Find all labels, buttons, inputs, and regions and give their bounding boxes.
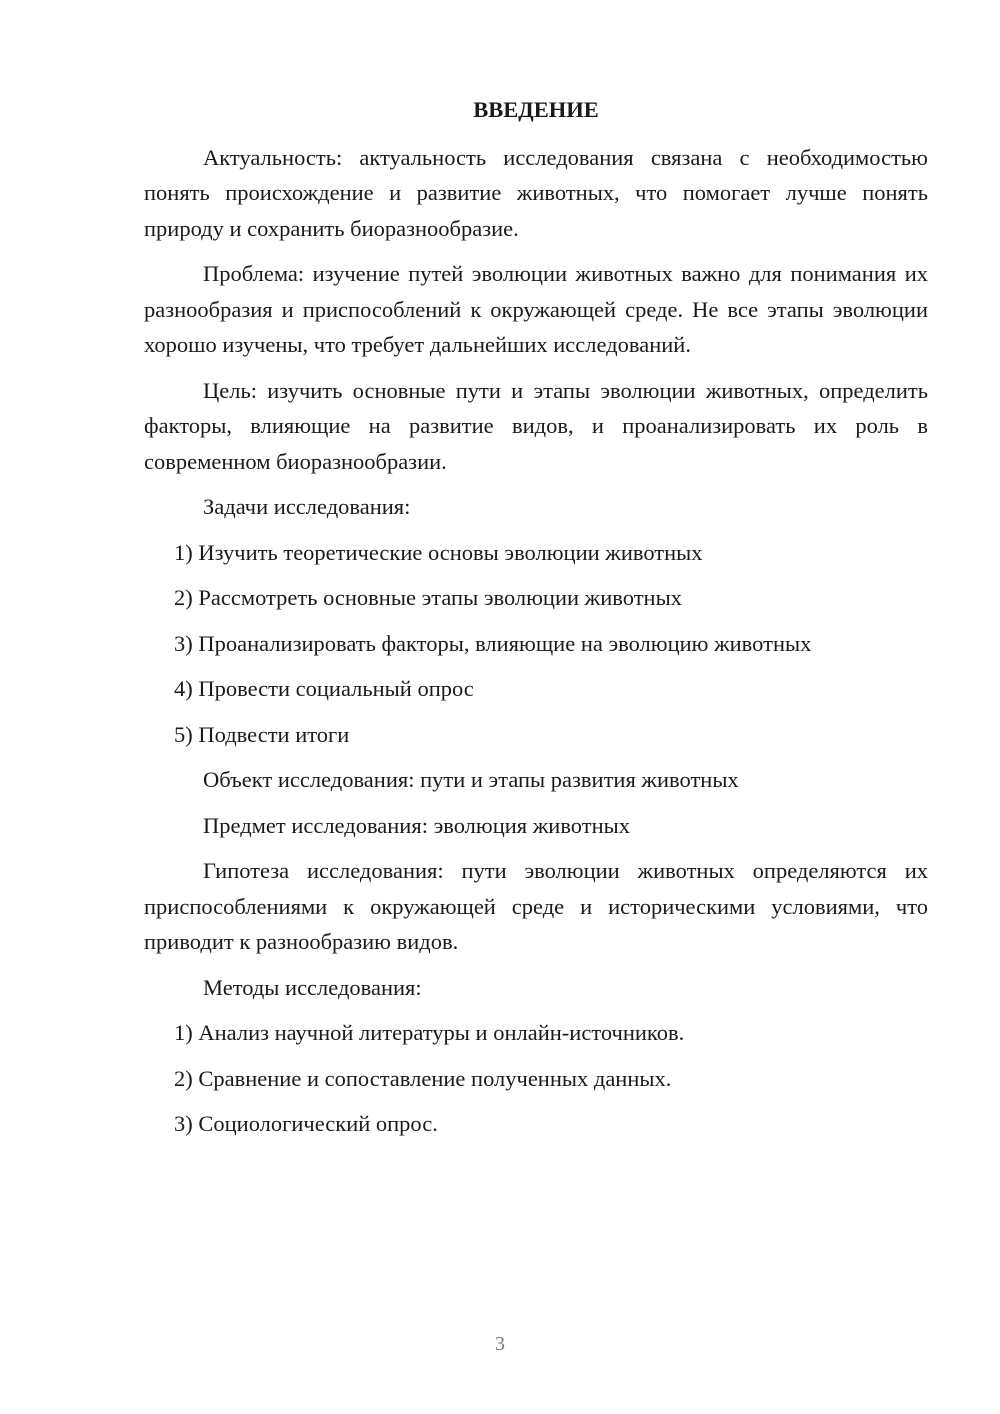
goal-paragraph: Цель: изучить основные пути и этапы эволюции животных, определить факторы, влияющие на развитие видов, и проанализировать их роль в современном биоразнообразии. — [144, 377, 928, 474]
task-item: 3) Проанализировать факторы, влияющие на эволюцию животных — [174, 630, 812, 656]
method-item: 3) Социологический опрос. — [174, 1111, 438, 1136]
hypothesis-paragraph: Гипотеза исследования: пути эволюции животных определяются их приспособлениями к окружающей среде и историческими условиями, что приводит к разнообразию видов. — [144, 858, 928, 954]
research-subject: Предмет исследования: эволюция животных — [203, 812, 630, 838]
method-item: 1) Анализ научной литературы и онлайн-источников. — [174, 1020, 685, 1045]
research-object: Объект исследования: пути и этапы развития животных — [203, 767, 739, 792]
methods-heading: Методы исследования: — [203, 974, 422, 1000]
relevance-paragraph: Актуальность: актуальность исследования связана с необходимостью понять происхождение и развитие животных, что помогает лучше понять природу и сохранить биоразнообразие. — [144, 144, 928, 241]
section-title: ВВЕДЕНИЕ — [473, 97, 599, 122]
task-item: 1) Изучить теоретические основы эволюции животных — [174, 539, 703, 565]
problem-paragraph: Проблема: изучение путей эволюции животных важно для понимания их разнообразия и приспособлений к окружающей среде. Не все этапы эволюции хорошо изучены, что требует дальнейших исследований. — [144, 261, 928, 357]
method-item: 2) Сравнение и сопоставление полученных данных. — [174, 1065, 672, 1091]
task-item: 4) Провести социальный опрос — [174, 676, 474, 701]
tasks-heading: Задачи исследования: — [203, 494, 411, 519]
document-page — [144, 92, 928, 1152]
task-item: 5) Подвести итоги — [174, 721, 350, 747]
task-item: 2) Рассмотреть основные этапы эволюции животных — [174, 585, 682, 610]
page-number: 3 — [495, 1333, 505, 1355]
